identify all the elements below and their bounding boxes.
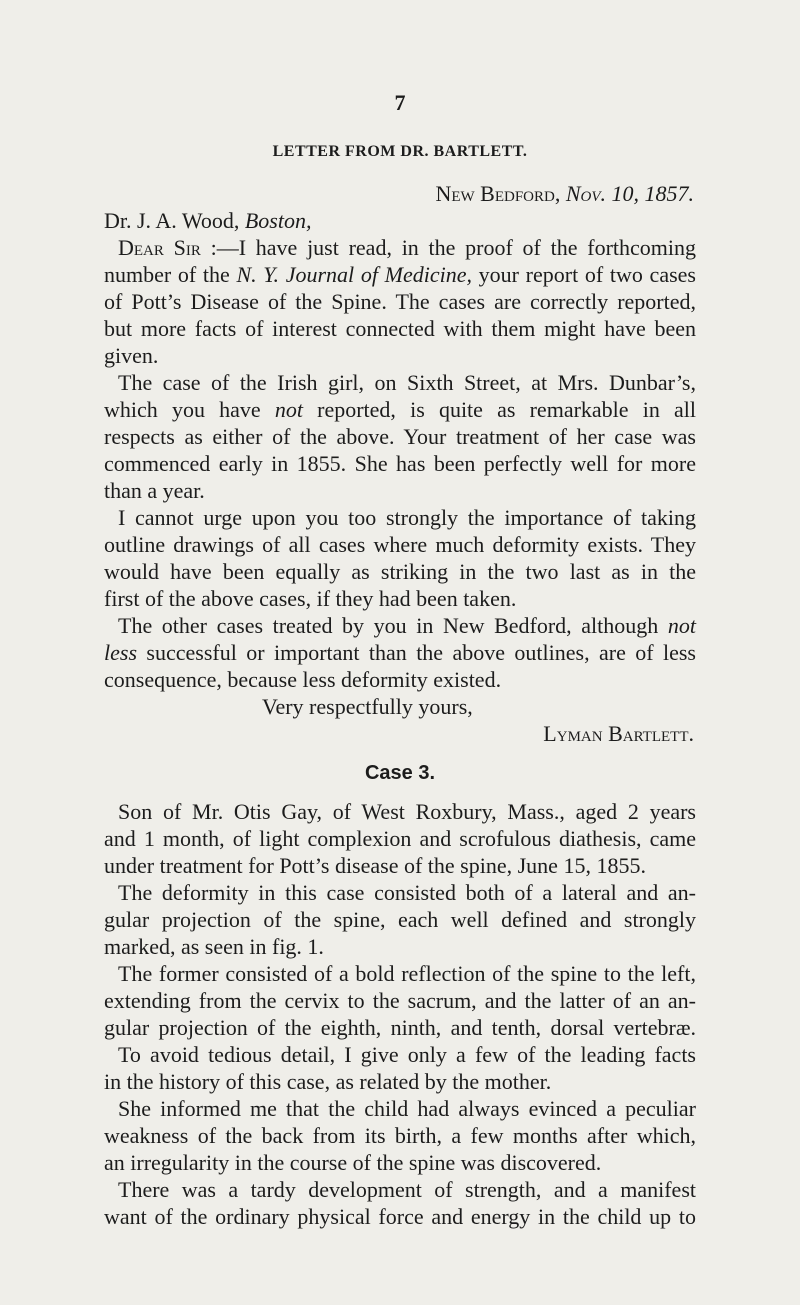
case-line: in the history of this case, as related by the mother. xyxy=(104,1069,552,1094)
page-number: 7 xyxy=(394,90,406,115)
case-line: The deformity in this case consisted both of a lateral and an- xyxy=(118,880,696,905)
addressee-city: Boston, xyxy=(244,208,312,233)
case-line: under treatment for Pott’s disease of the spine, June 15, 1855. xyxy=(104,853,646,878)
case-line: extending from the cervix to the sacrum, and the latter of an an- xyxy=(104,988,696,1013)
dateline-place: New Bedford, xyxy=(435,181,566,206)
letter-closing: Very respectfully yours, xyxy=(262,694,473,719)
addressee-name: Dr. J. A. Wood, xyxy=(104,208,245,233)
letter-line: but more facts of interest connected with them might have been xyxy=(104,316,696,341)
letter-line: less successful or important than the above outlines, are of less xyxy=(104,640,696,665)
letter-line: The other cases treated by you in New Bedford, although not xyxy=(118,613,696,638)
case-line: weakness of the back from its birth, a few months after which, xyxy=(104,1123,696,1148)
letter-line: commenced early in 1855. She has been perfectly well for more xyxy=(104,451,696,476)
letter-line: consequence, because less deformity existed. xyxy=(104,667,502,692)
letter-signature: Lyman Bartlett. xyxy=(543,721,694,746)
letter-line: given. xyxy=(104,343,159,368)
letter-line: than a year. xyxy=(104,478,205,503)
case-line: Son of Mr. Otis Gay, of West Roxbury, Mass., aged 2 years xyxy=(118,799,696,824)
letter-line: first of the above cases, if they had been taken. xyxy=(104,586,517,611)
dateline xyxy=(435,180,694,208)
case-line: To avoid tedious detail, I give only a few of the leading facts xyxy=(118,1042,696,1067)
letter-line: of Pott’s Disease of the Spine. The cases are correctly reported, xyxy=(104,289,696,314)
letter-line: respects as either of the above. Your treatment of her case was xyxy=(104,424,696,449)
case-line: marked, as seen in fig. 1. xyxy=(104,934,324,959)
letter-line: I cannot urge upon you too strongly the importance of taking xyxy=(118,505,696,530)
case-line: There was a tardy development of strength, and a manifest xyxy=(118,1177,696,1202)
case-line: gular projection of the eighth, ninth, and tenth, dorsal vertebræ. xyxy=(104,1015,696,1040)
case-line: She informed me that the child had always evinced a peculiar xyxy=(118,1096,696,1121)
dateline-date: Nov. 10, 1857. xyxy=(565,181,694,206)
letter-line: outline drawings of all cases where much deformity exists. They xyxy=(104,532,696,557)
case-line: and 1 month, of light complexion and scrofulous diathesis, came xyxy=(104,826,696,851)
letter-line: would have been equally as striking in the two last as in the xyxy=(104,559,696,584)
letter-line: Dear Sir :—I have just read, in the proof of the forthcoming xyxy=(118,235,696,260)
letter-line: The case of the Irish girl, on Sixth Street, at Mrs. Dunbar’s, xyxy=(118,370,696,395)
letter-line: which you have not reported, is quite as remarkable in all xyxy=(104,397,696,422)
case-heading: Case 3. xyxy=(364,762,436,784)
case-line: gular projection of the spine, each well defined and strongly xyxy=(104,907,696,932)
case-line: The former consisted of a bold reflection of the spine to the left, xyxy=(118,961,696,986)
letter-title: LETTER FROM DR. BARTLETT. xyxy=(272,143,528,160)
case-line: an irregularity in the course of the spine was discovered. xyxy=(104,1150,602,1175)
case-line: want of the ordinary physical force and energy in the child up to xyxy=(104,1204,696,1229)
letter-line: number of the N. Y. Journal of Medicine, your report of two cases xyxy=(104,262,696,287)
salutation: Dear Sir xyxy=(118,235,201,260)
addressee xyxy=(104,207,311,235)
